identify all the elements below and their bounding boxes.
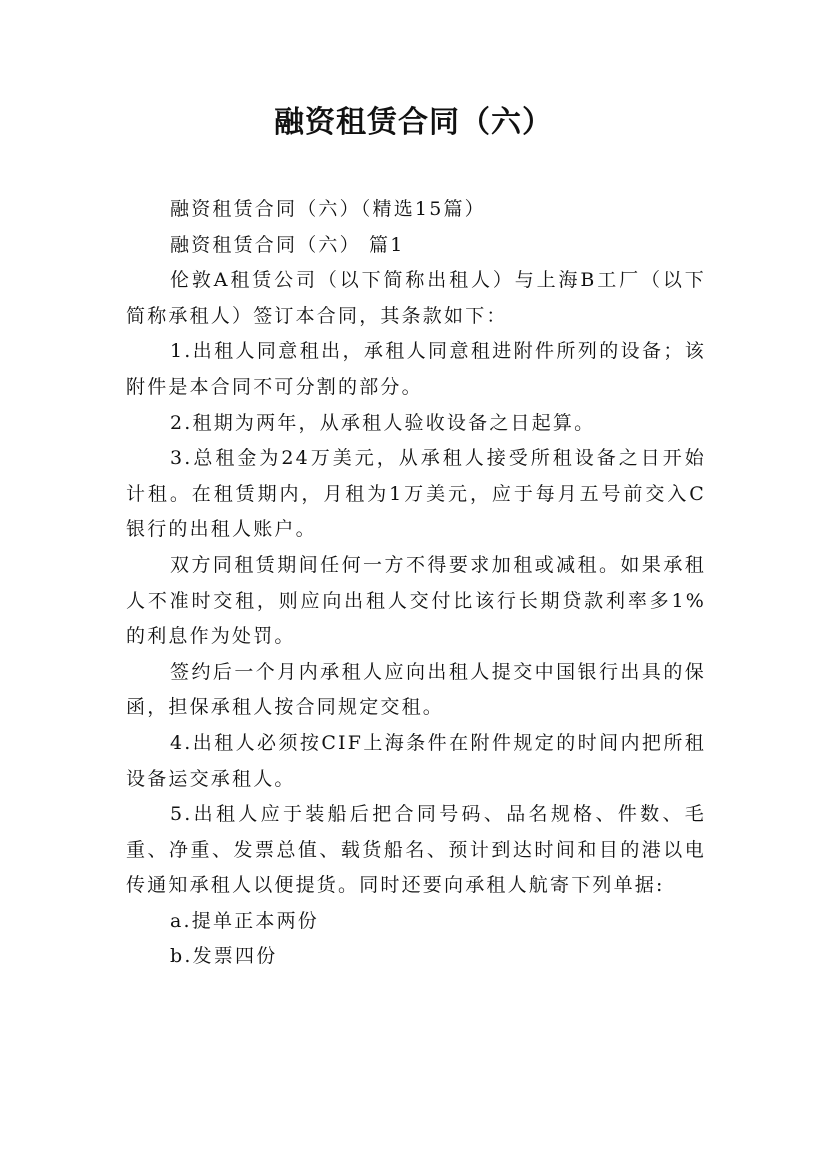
paragraph-subtitle: 融资租赁合同（六）（精选15篇） — [170, 198, 486, 220]
paragraph-item-b: b.发票四份 — [170, 945, 278, 968]
document-title: 融资租赁合同（六） — [274, 105, 553, 140]
paragraph-item-a: a.提单正本两份 — [170, 909, 319, 932]
paragraph-guarantee: 签约后一个月内承租人应向出租人提交中国银行出具的保函，担保承租人按合同规定交租。 — [126, 660, 706, 719]
paragraph-clause-3: 3.总租金为24万美元，从承租人接受所租设备之日开始计租。在租赁期内，月租为1万美元，应于每月五号前交入C银行的出租人账户。 — [126, 447, 706, 541]
paragraph-clause-4: 4.出租人必须按CIF上海条件在附件规定的时间内把所租设备运交承租人。 — [126, 731, 706, 790]
document-body — [126, 192, 706, 975]
paragraph-clause-5: 5.出租人应于装船后把合同号码、品名规格、件数、毛重、净重、发票总值、载货船名、预计到达时间和目的港以电传通知承租人以便提货。同时还要向承租人航寄下列单据: — [126, 803, 706, 897]
paragraph-parties: 伦敦A租赁公司（以下简称出租人）与上海B工厂（以下简称承租人）签订本合同，其条款如下： — [126, 269, 706, 327]
paragraph-section-heading: 融资租赁合同（六） 篇1 — [170, 233, 405, 256]
paragraph-clause-2: 2.租期为两年，从承租人验收设备之日起算。 — [170, 411, 596, 434]
paragraph-clause-1: 1.出租人同意租出，承租人同意租进附件所列的设备；该附件是本合同不可分割的部分。 — [126, 340, 706, 398]
paragraph-rent-adjustment: 双方同租赁期间任何一方不得要求加租或减租。如果承租人不准时交租，则应向出租人交付比该行长期贷款利率多1%的利息作为处罚。 — [126, 553, 706, 648]
